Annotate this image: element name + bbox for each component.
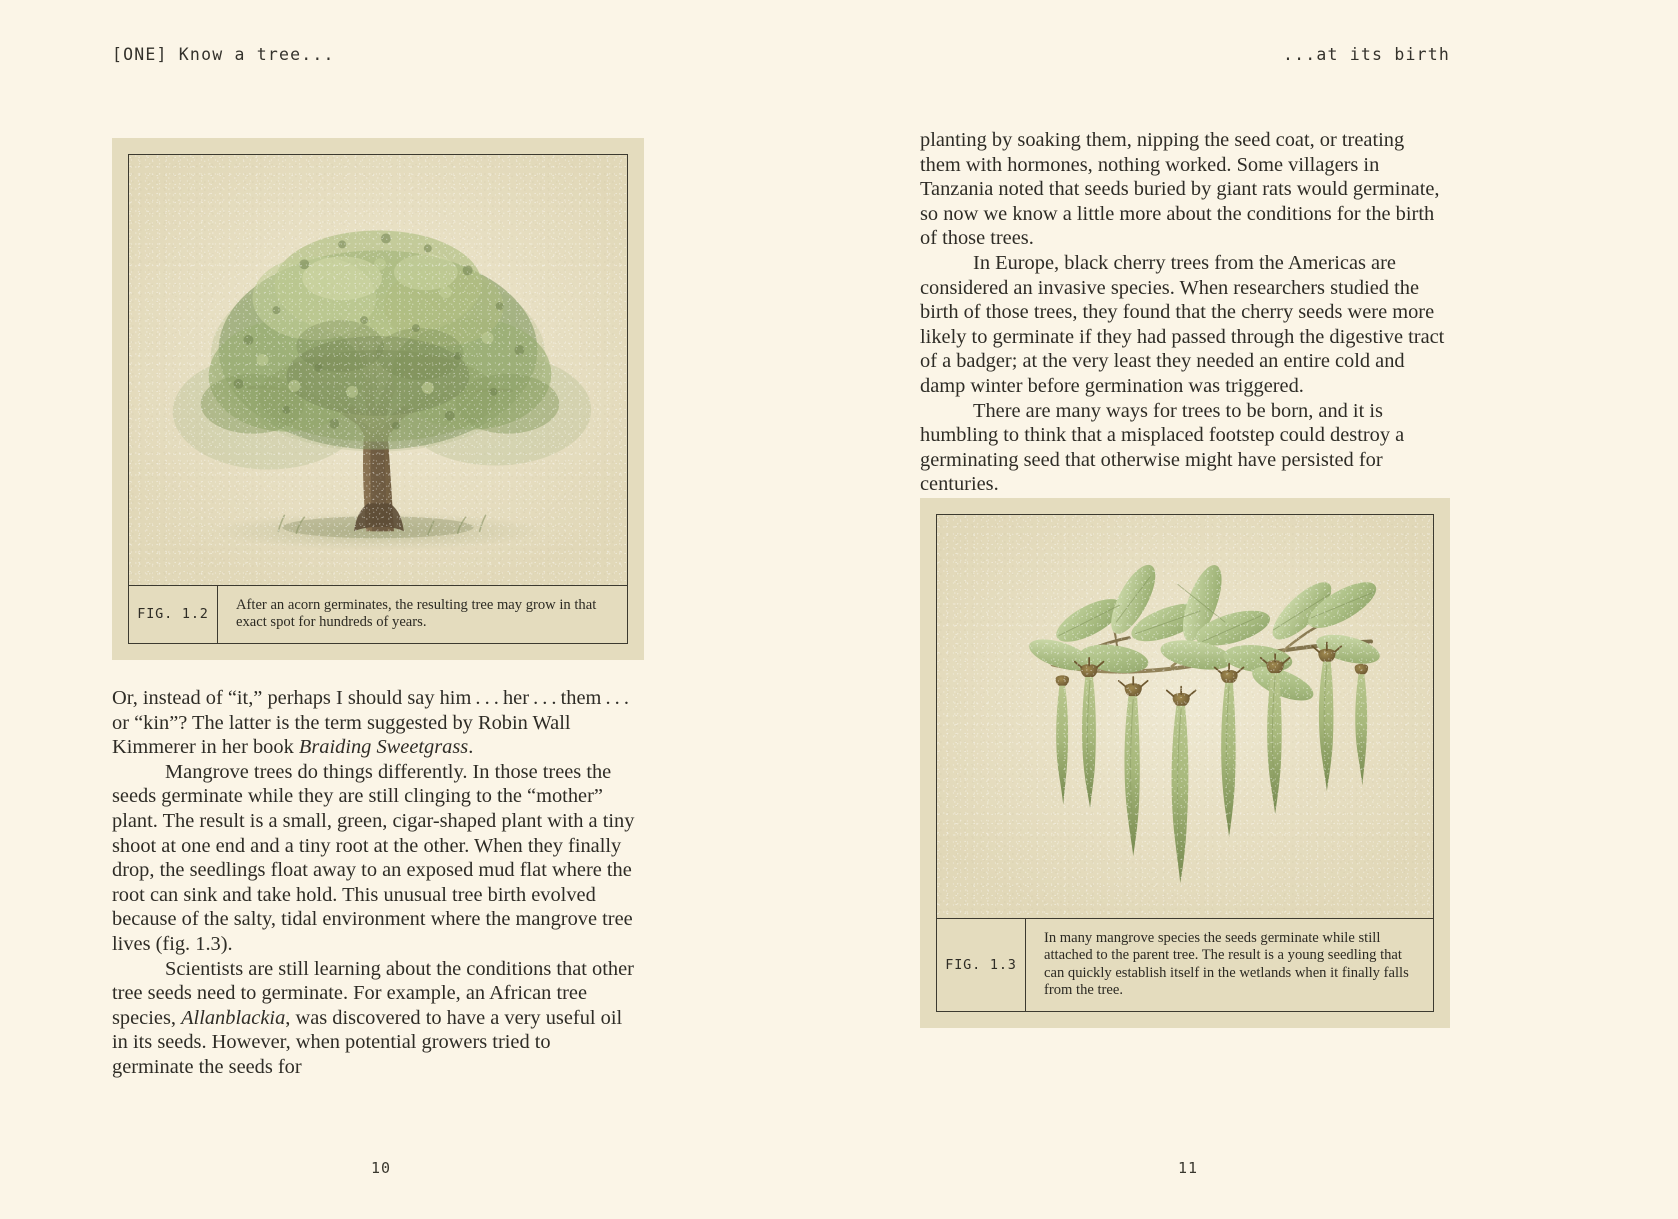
figure-1-2	[112, 138, 644, 660]
oak-tree-illustration	[129, 155, 627, 585]
text-run: There are many ways for trees to be born, and it is humbling to think that a misplaced footstep could destroy a germinating seed that otherwise might have persisted for centuries.	[920, 399, 1405, 496]
italic-title: Braiding Sweetgrass	[298, 736, 469, 759]
oak-canopy	[201, 230, 560, 449]
running-head-left: [ONE] Know a tree...	[112, 45, 335, 64]
folio-right: 11	[1178, 1159, 1199, 1177]
text-run: Or, instead of “it,” perhaps I should say him . . . her . . . them . . . or “kin”? The latter is the term suggested by Robin Wall Kimmerer in her book	[112, 687, 634, 759]
figure-1-3-caption: In many mangrove species the seeds germinate while still attached to the parent tree. The result is a young seedling that can quickly establish itself in the wetlands when it finally falls from the tree.	[1044, 929, 1409, 999]
text-run: planting by soaking them, nipping the seed coat, or treating them with hormones, nothing worked. Some villagers in Tanzania noted that seeds buried by giant rats would germinate, so now we know a little more about the conditions for the birth of those trees.	[920, 129, 1440, 250]
running-head-right: ...at its birth	[1282, 45, 1450, 64]
paragraph	[920, 128, 1448, 251]
figure-1-2-plate	[129, 155, 627, 586]
text-run: .	[468, 736, 474, 759]
paragraph	[920, 251, 1448, 399]
mangrove-propagule-illustration	[937, 515, 1433, 918]
figure-1-3	[920, 498, 1450, 1028]
paragraph	[112, 957, 637, 1080]
paragraph	[112, 686, 637, 760]
figure-1-3-caption-bar	[937, 919, 1433, 1011]
text-run: Scientists are still learning about the conditions that other tree seeds need to germinate. For example, an African tree species,	[112, 957, 634, 1029]
figure-1-2-label: FIG. 1.2	[129, 586, 218, 643]
text-run: , was discovered to have a very useful oil in its seeds. However, when potential growers tried to germinate the seeds for	[112, 1006, 623, 1078]
italic-title: Allanblackia	[181, 1006, 286, 1029]
right-column-body	[920, 128, 1448, 497]
figure-1-2-frame	[128, 154, 628, 644]
figure-1-3-frame	[936, 514, 1434, 1012]
figure-1-3-label: FIG. 1.3	[937, 919, 1026, 1011]
folio-left: 10	[371, 1159, 392, 1177]
mangrove-propagules	[1056, 642, 1369, 883]
text-run: In Europe, black cherry trees from the Americas are considered an invasive species. When researchers studied the birth of those trees, they found that the cherry seeds were more likely to germinate if they had passed through the digestive tract of a badger; at the very least they needed an entire cold and damp winter before germination was triggered.	[920, 251, 1445, 397]
figure-1-2-caption: After an acorn germinates, the resulting tree may grow in that exact spot for hundreds of years.	[236, 596, 597, 631]
paragraph	[112, 760, 637, 957]
left-column-body	[112, 686, 637, 1080]
paragraph	[920, 399, 1448, 497]
text-run: Mangrove trees do things differently. In those trees the seeds germinate while they are still clinging to the “mother” plant. The result is a small, green, cigar-shaped plant with a tiny shoot at one end and a tiny root at the other. When they finally drop, the seedlings float away to an exposed mud flat where the root can sink and take hold. This unusual tree birth evolved because of the salty, tidal environment where the mangrove tree lives (fig. 1.3).	[112, 760, 635, 955]
figure-1-3-plate	[937, 515, 1433, 919]
figure-1-2-caption-bar	[129, 586, 627, 643]
